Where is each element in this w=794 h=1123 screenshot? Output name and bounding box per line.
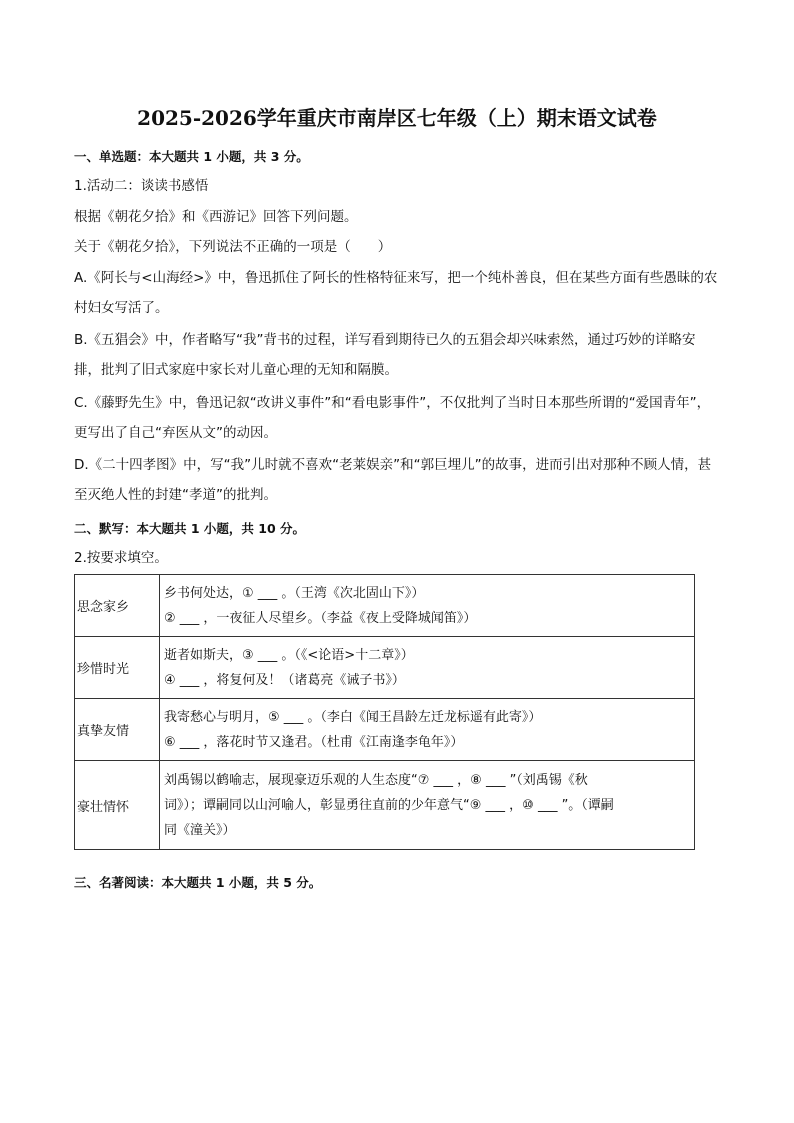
option-a: A.《阿长与<山海经>》中，鲁迅抓住了阿长的性格特征来写，把一个纯朴善良，但在某些方面有些愚昧的农村妇女写活了。 [74,270,718,316]
table-row [75,575,695,637]
question2-label: 2.按要求填空。 [74,550,168,566]
table-row [75,637,695,699]
blank-line: 逝者如斯夫，③ ___ 。（《<论语>十二章》） [164,647,414,663]
blank-line: 乡书何处达，① ___ 。（王湾《次北固山下》） [164,585,425,601]
option-d: D.《二十四孝图》中，写“我”儿时就不喜欢“老莱娱亲”和“郭巨埋儿”的故事，进而引出对那种不顾人情，甚至灭绝人性的封建“孝道”的批判。 [74,457,712,503]
blank-line: 同《潼关》） [164,822,236,838]
option-b: B.《五猖会》中，作者略写“我”背书的过程，详写看到期待已久的五猖会却兴味索然，通过巧妙的详略安排，批判了旧式家庭中家长对儿童心理的无知和隔膜。 [74,332,696,378]
theme-cell: 珍惜时光 [75,637,160,699]
table-row [75,699,695,761]
theme-cell: 思念家乡 [75,575,160,637]
option-c: C.《藤野先生》中，鲁迅记叙“改讲义事件”和“看电影事件”，不仅批判了当时日本那些所谓的“爱国青年”，更写出了自己“弃医从文”的动因。 [74,395,711,441]
content-cell [160,761,695,850]
content-cell [160,575,695,637]
section2-header: 二、默写：本大题共 1 小题，共 10 分。 [74,521,306,536]
theme-cell: 真挚友情 [75,699,160,761]
blank-line: ⑥ ___ ，落花时节又逢君。（杜甫《江南逢李龟年》） [164,734,464,750]
question1-instruction: 根据《朝花夕拾》和《西游记》回答下列问题。 [74,209,358,225]
section3-header: 三、名著阅读：本大题共 1 小题，共 5 分。 [74,875,322,890]
blank-line: 刘禹锡以鹤喻志，展现豪迈乐观的人生态度“⑦ ___ ，⑧ ___ ”（刘禹锡《秋 [164,772,588,788]
dictation-table [74,574,695,850]
question1-activity: 1.活动二：谈读书感悟 [74,178,209,194]
blank-line: 我寄愁心与明月，⑤ ___ 。（李白《闻王昌龄左迁龙标遥有此寄》） [164,709,542,725]
blank-line: 词》）；谭嗣同以山河喻人，彰显勇往直前的少年意气“⑨ ___ ，⑩ ___ ”。（谭嗣 [164,797,614,813]
section1-header: 一、单选题：本大题共 1 小题，共 3 分。 [74,149,309,164]
table-row [75,761,695,850]
theme-cell: 豪壮情怀 [75,761,160,850]
content-cell [160,637,695,699]
page-title: 2025-2026学年重庆市南岸区七年级（上）期末语文试卷 [137,106,657,130]
question1-stem: 关于《朝花夕拾》，下列说法不正确的一项是（ ） [74,239,392,255]
content-cell [160,699,695,761]
blank-line: ④ ___ ，将复何及！（诸葛亮《诫子书》） [164,672,405,688]
blank-line: ② ___ ，一夜征人尽望乡。（李益《夜上受降城闻笛》） [164,610,477,626]
